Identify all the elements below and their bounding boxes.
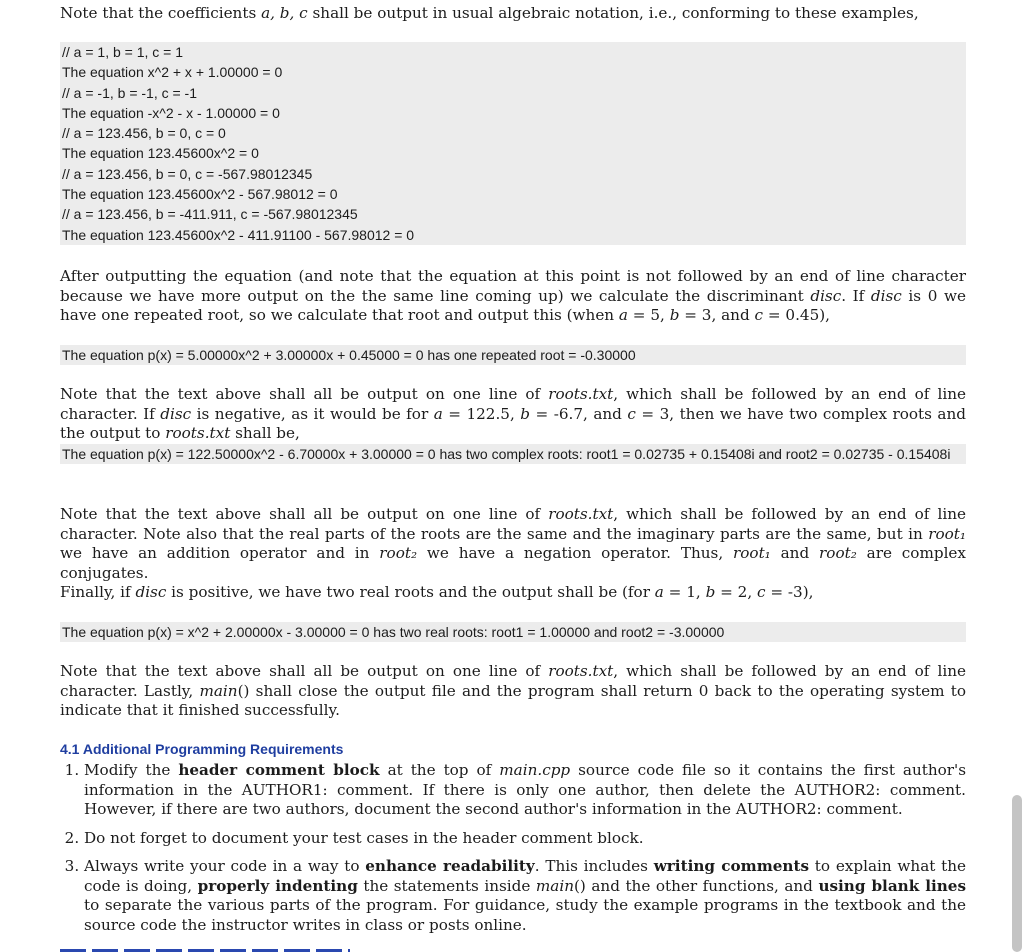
code-line: // a = 123.456, b = 0, c = 0: [62, 125, 226, 142]
examples-code-block: [60, 42, 966, 245]
list-item: 1. Modify the header comment block at the top of main.cpp source code file so it contains the first author's information in the AUTHOR1: comment. If there is only one author, then delete the AUTHOR2: comment. However, if there are two authors, document the second author's information in the AUTHOR2: comment.: [84, 761, 966, 820]
section-heading: 4.1 Additional Programming Requirements: [60, 741, 344, 757]
code-line: The equation 123.45600x^2 = 0: [62, 145, 259, 162]
next-heading-cutoff: [60, 946, 350, 952]
closing-paragraph: Note that the text above shall all be output on one line of roots.txt, which shall be followed by an end of line character. Lastly, main() shall close the output file and the program shall return 0 back to the operating system to indicate that it finished successfully.: [60, 662, 966, 719]
code-line: // a = -1, b = -1, c = -1: [62, 84, 198, 101]
list-item: 3. Always write your code in a way to enhance readability. This includes writing comments to explain what the code is doing, properly indenting the statements inside main() and the other functions, and using blank lines to separate the various parts of the program. For guidance, study the example programs in the textbook and the source code the instructor writes in class or posts online.: [84, 857, 966, 935]
complex-roots-paragraph: Note that the text above shall all be output on one line of roots.txt, which shall be followed by an end of line character. If disc is negative, as it would be for a = 122.5, b = -6.7, and c = 3, then we have two complex roots and the output to roots.txt shall be,: [60, 385, 966, 442]
list-item: 2. Do not forget to document your test cases in the header comment block.: [84, 829, 966, 849]
complex-roots-output: The equation p(x) = 122.50000x^2 - 6.70000x + 3.00000 = 0 has two complex roots: root1 = 0.02735 + 0.15408i and root2 = 0.02735 - 0.15408i: [60, 444, 966, 464]
code-line: // a = 1, b = 1, c = 1: [62, 44, 184, 60]
vertical-scrollbar[interactable]: [1012, 795, 1022, 952]
requirements-list: [60, 761, 966, 944]
conjugates-paragraph: Note that the text above shall all be output on one line of roots.txt, which shall be followed by an end of line character. Note also that the real parts of the roots are the same and the imaginary parts are the same, but in root₁ we have an addition operator and in root₂ we have a negation operator. Thus, root₁ and root₂ are complex conjugates.: [60, 505, 966, 582]
repeated-root-output: The equation p(x) = 5.00000x^2 + 3.00000x + 0.45000 = 0 has one repeated root = -0.30000: [60, 345, 966, 365]
code-line: The equation -x^2 - x - 1.00000 = 0: [62, 104, 280, 121]
code-line: The equation 123.45600x^2 - 567.98012 = 0: [62, 186, 338, 203]
code-line: The equation 123.45600x^2 - 411.91100 - 567.98012 = 0: [62, 226, 415, 243]
real-roots-output: The equation p(x) = x^2 + 2.00000x - 3.00000 = 0 has two real roots: root1 = 1.00000 and root2 = -3.00000: [60, 622, 966, 642]
intro-paragraph: Note that the coefficients a, b, c shall be output in usual algebraic notation, i.e., conforming to these examples,: [60, 4, 919, 22]
code-line: // a = 123.456, b = 0, c = -567.98012345: [62, 165, 313, 182]
code-line: // a = 123.456, b = -411.911, c = -567.98012345: [62, 206, 358, 223]
real-roots-paragraph: Finally, if disc is positive, we have two real roots and the output shall be (for a = 1, b = 2, c = -3),: [60, 583, 814, 601]
discriminant-paragraph: After outputting the equation (and note that the equation at this point is not followed by an end of line character because we have more output on the the same line coming up) we calculate the discriminant disc. If disc is 0 we have one repeated root, so we calculate that root and output this (when a = 5, b = 3, and c = 0.45),: [60, 267, 966, 324]
code-line: The equation x^2 + x + 1.00000 = 0: [62, 64, 283, 81]
